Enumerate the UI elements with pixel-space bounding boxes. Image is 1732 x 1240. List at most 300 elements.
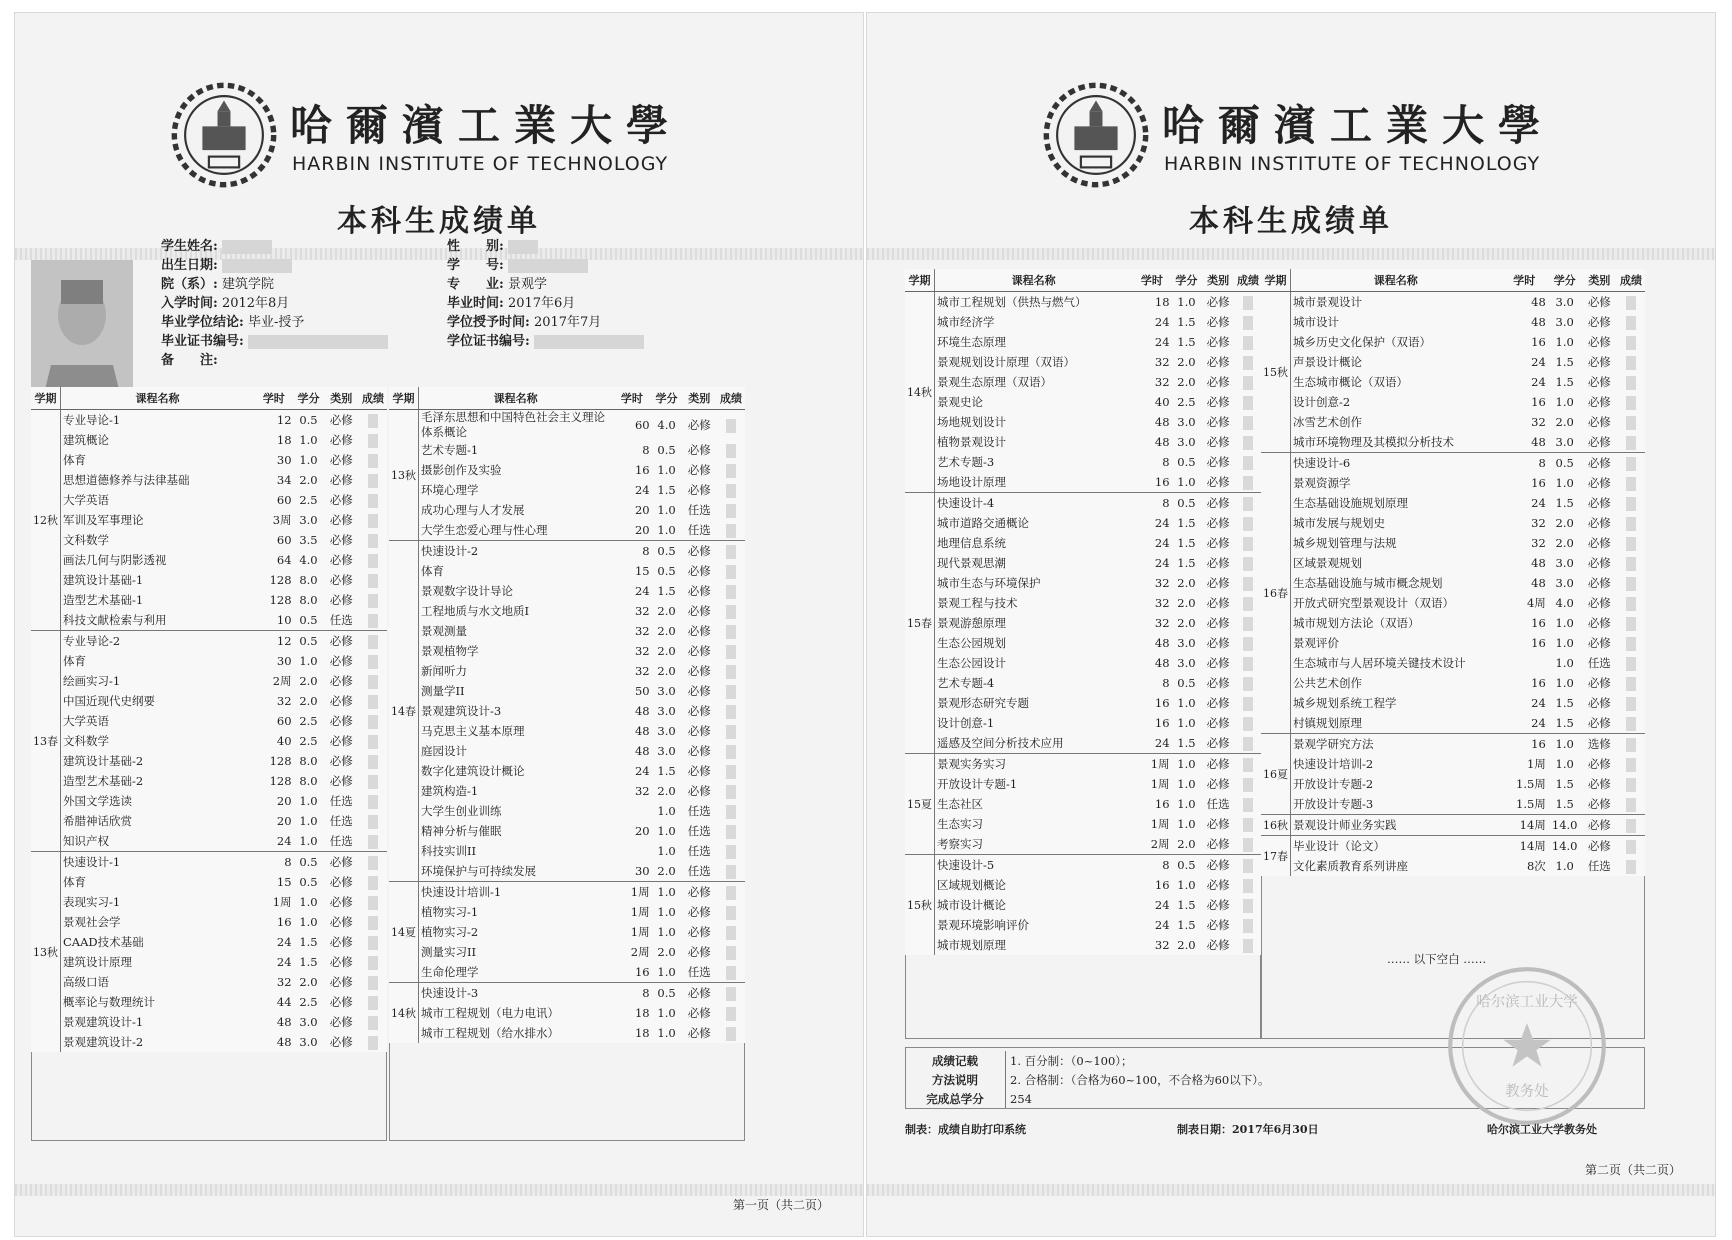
course-name: 快速设计-5 bbox=[935, 855, 1133, 876]
course-hours: 18 bbox=[1154, 295, 1170, 309]
course-credits: 2.0 bbox=[299, 473, 318, 487]
course-credits: 1.5 bbox=[657, 764, 676, 778]
blank-below-note: …… 以下空白 …… bbox=[1387, 952, 1487, 966]
table-row bbox=[31, 992, 387, 1012]
course-hours: 1周 bbox=[272, 895, 292, 909]
transcript-page-2 bbox=[866, 12, 1716, 1237]
table-row bbox=[31, 1032, 387, 1052]
table-row bbox=[389, 681, 745, 701]
course-credits: 3.0 bbox=[1555, 295, 1574, 309]
course-type: 必修 bbox=[687, 744, 711, 758]
table-row bbox=[905, 693, 1261, 713]
course-type: 必修 bbox=[329, 593, 353, 607]
course-hours: 24 bbox=[1154, 556, 1170, 570]
table-row bbox=[905, 794, 1261, 814]
course-name: 开放设计专题-3 bbox=[1293, 797, 1374, 811]
column-header: 学期 bbox=[1261, 269, 1291, 292]
course-name: 快速设计-1 bbox=[61, 852, 255, 873]
table-row bbox=[1261, 372, 1645, 392]
course-credits: 1.0 bbox=[1177, 696, 1196, 710]
course-hours: 1周 bbox=[612, 882, 651, 903]
course-type: 必修 bbox=[1206, 898, 1230, 912]
university-logo bbox=[1042, 81, 1602, 191]
course-credits: 1.5 bbox=[657, 483, 676, 497]
table-row bbox=[905, 472, 1261, 493]
course-type: 必修 bbox=[1587, 516, 1611, 530]
course-hours: 30 bbox=[276, 654, 292, 668]
course-grade-redacted bbox=[1617, 412, 1645, 432]
course-credits: 2.0 bbox=[1177, 596, 1196, 610]
course-credits: 2.5 bbox=[299, 995, 318, 1009]
table-row bbox=[905, 613, 1261, 633]
column-header: 学时 bbox=[1132, 269, 1171, 292]
course-credits: 2.0 bbox=[657, 604, 676, 618]
table-row bbox=[31, 430, 387, 450]
course-name: 快速设计-4 bbox=[935, 493, 1133, 514]
table-row bbox=[1261, 613, 1645, 633]
course-name: 城市设计 bbox=[1293, 315, 1339, 329]
column-header: 课程名称 bbox=[61, 387, 255, 410]
course-credits: 3.0 bbox=[1177, 415, 1196, 429]
course-type: 必修 bbox=[329, 654, 353, 668]
course-credits: 2.5 bbox=[299, 734, 318, 748]
course-type: 必修 bbox=[1587, 375, 1611, 389]
course-hours: 24 bbox=[276, 955, 292, 969]
course-hours: 1周 bbox=[630, 905, 650, 919]
course-hours: 1周 bbox=[1132, 754, 1171, 775]
course-credits: 1.5 bbox=[1177, 315, 1196, 329]
course-credits: 1.0 bbox=[657, 824, 676, 838]
method-value-percent: 1. 百分制：（0~100）； bbox=[1010, 1053, 1133, 1068]
hit-emblem-icon bbox=[170, 81, 278, 189]
semester-cell: 16夏 bbox=[1261, 734, 1291, 815]
course-hours: 48 bbox=[1154, 636, 1170, 650]
course-hours: 8 bbox=[1162, 676, 1170, 690]
course-credits: 1.0 bbox=[1555, 636, 1574, 650]
course-grade-redacted bbox=[1235, 292, 1261, 313]
semester-cell: 14夏 bbox=[389, 882, 419, 983]
course-type: 必修 bbox=[1206, 375, 1230, 389]
course-type: 必修 bbox=[329, 955, 353, 969]
course-name: 城乡历史文化保护（双语） bbox=[1293, 335, 1431, 349]
course-grade-redacted bbox=[717, 480, 745, 500]
course-credits: 3.0 bbox=[1555, 435, 1574, 449]
table-row bbox=[31, 751, 387, 771]
course-name: 景观建筑设计-3 bbox=[421, 704, 502, 718]
course-name: 大学英语 bbox=[63, 493, 109, 507]
course-type: 必修 bbox=[1582, 836, 1618, 857]
course-grade-redacted bbox=[717, 681, 745, 701]
grade-table-right bbox=[389, 387, 745, 1043]
document-title: 本科生成绩单 bbox=[337, 204, 541, 239]
course-hours: 24 bbox=[634, 483, 650, 497]
course-grade-redacted bbox=[1617, 774, 1645, 794]
semester-cell: 15春 bbox=[905, 493, 935, 754]
column-header: 课程名称 bbox=[935, 269, 1133, 292]
university-name-cn: 哈爾濱工業大學 bbox=[290, 101, 683, 150]
column-header: 课程名称 bbox=[1291, 269, 1501, 292]
course-type: 必修 bbox=[329, 473, 353, 487]
course-hours: 16 bbox=[1501, 734, 1548, 755]
course-grade-redacted bbox=[359, 972, 387, 992]
course-name: 景观史论 bbox=[937, 395, 983, 409]
course-name: 高级口语 bbox=[63, 975, 109, 989]
course-hours: 128 bbox=[269, 593, 292, 607]
course-type: 必修 bbox=[329, 1015, 353, 1029]
redacted-cert bbox=[248, 335, 388, 349]
course-name: 知识产权 bbox=[63, 834, 109, 848]
course-type: 必修 bbox=[1587, 395, 1611, 409]
course-grade-redacted bbox=[359, 450, 387, 470]
course-name: 设计创意-2 bbox=[1293, 395, 1351, 409]
course-type: 必修 bbox=[329, 433, 353, 447]
course-grade-redacted bbox=[1235, 633, 1261, 653]
course-grade-redacted bbox=[359, 852, 387, 873]
course-hours: 15 bbox=[276, 875, 292, 889]
table-row bbox=[1261, 815, 1645, 836]
course-hours: 4周 bbox=[1526, 596, 1546, 610]
course-grade-redacted bbox=[1235, 693, 1261, 713]
course-credits: 2.0 bbox=[299, 694, 318, 708]
course-type: 必修 bbox=[329, 1035, 353, 1049]
course-type: 必修 bbox=[1206, 516, 1230, 530]
table-row bbox=[389, 480, 745, 500]
course-hours: 16 bbox=[1531, 395, 1546, 409]
course-name: 体育 bbox=[63, 453, 86, 467]
course-credits: 2.0 bbox=[1177, 938, 1196, 952]
course-type: 必修 bbox=[1206, 736, 1230, 750]
course-hours: 8 bbox=[1132, 855, 1171, 876]
course-credits: 1.0 bbox=[1548, 734, 1582, 755]
table-row bbox=[905, 432, 1261, 452]
course-name: 快速设计-2 bbox=[419, 541, 613, 562]
course-type: 必修 bbox=[687, 483, 711, 497]
course-hours: 1周 bbox=[1526, 757, 1546, 771]
course-hours: 32 bbox=[1154, 576, 1170, 590]
college-row: 院（系）: 建筑学院 bbox=[161, 277, 274, 292]
course-type: 必修 bbox=[687, 925, 711, 939]
course-credits: 1.5 bbox=[1555, 696, 1574, 710]
table-row bbox=[905, 673, 1261, 693]
course-grade-redacted bbox=[1235, 713, 1261, 733]
course-credits: 3.0 bbox=[1177, 636, 1196, 650]
course-credits: 1.5 bbox=[1177, 736, 1196, 750]
course-type: 必修 bbox=[1206, 355, 1230, 369]
table-row bbox=[389, 1023, 745, 1043]
course-type: 必修 bbox=[687, 443, 711, 457]
column-header: 学期 bbox=[905, 269, 935, 292]
semester-cell: 16春 bbox=[1261, 453, 1291, 734]
course-credits: 3.0 bbox=[299, 513, 318, 527]
course-name: 专业导论-1 bbox=[63, 413, 121, 427]
course-grade-redacted bbox=[1235, 412, 1261, 432]
course-hours: 24 bbox=[1531, 375, 1546, 389]
course-grade-redacted bbox=[1617, 593, 1645, 613]
graduation-conclusion-row: 毕业学位结论: 毕业-授予 bbox=[161, 315, 305, 330]
course-name: 景观生态原理（双语） bbox=[937, 375, 1052, 389]
course-hours: 24 bbox=[634, 584, 650, 598]
course-hours: 2周 bbox=[1150, 837, 1170, 851]
course-hours: 48 bbox=[276, 1015, 292, 1029]
table-row bbox=[389, 721, 745, 741]
course-type: 必修 bbox=[329, 774, 353, 788]
course-name: 马克思主义基本原理 bbox=[421, 724, 525, 738]
course-type: 必修 bbox=[1587, 676, 1611, 690]
course-type: 必修 bbox=[329, 895, 353, 909]
course-grade-redacted bbox=[717, 882, 745, 903]
enroll-row: 入学时间: 2012年8月 bbox=[161, 296, 290, 311]
course-type: 任选 bbox=[329, 794, 353, 808]
course-grade-redacted bbox=[717, 541, 745, 562]
course-credits: 3.0 bbox=[657, 684, 676, 698]
semester-cell: 13秋 bbox=[389, 410, 419, 541]
table-row bbox=[1261, 292, 1645, 313]
course-type: 必修 bbox=[1587, 295, 1611, 309]
course-hours: 16 bbox=[634, 463, 650, 477]
course-credits: 0.5 bbox=[294, 852, 324, 873]
course-name: 城市经济学 bbox=[937, 315, 995, 329]
course-type: 必修 bbox=[1587, 777, 1611, 791]
course-hours: 32 bbox=[1154, 375, 1170, 389]
table-row bbox=[905, 412, 1261, 432]
course-hours: 44 bbox=[276, 995, 292, 1009]
redacted-birth bbox=[222, 259, 292, 273]
course-grade-redacted bbox=[1617, 332, 1645, 352]
course-type: 必修 bbox=[329, 573, 353, 587]
course-name: 测量实习II bbox=[421, 945, 477, 959]
course-type: 必修 bbox=[1206, 676, 1230, 690]
course-credits: 1.0 bbox=[1177, 797, 1196, 811]
course-type: 任选 bbox=[1206, 797, 1230, 811]
university-name-en: HARBIN INSTITUTE OF TECHNOLOGY bbox=[292, 153, 669, 175]
table-row bbox=[31, 972, 387, 992]
column-header: 学期 bbox=[389, 387, 419, 410]
course-hours: 16 bbox=[1531, 476, 1546, 490]
hit-emblem-icon bbox=[1042, 81, 1150, 189]
course-credits: 0.5 bbox=[299, 613, 318, 627]
course-grade-redacted bbox=[717, 1003, 745, 1023]
table-row bbox=[905, 733, 1261, 754]
table-row bbox=[31, 510, 387, 530]
course-hours: 16 bbox=[634, 965, 650, 979]
course-type: 必修 bbox=[329, 493, 353, 507]
course-hours: 24 bbox=[1531, 696, 1546, 710]
course-credits: 2.0 bbox=[1555, 536, 1574, 550]
course-grade-redacted bbox=[717, 561, 745, 581]
course-grade-redacted bbox=[1235, 875, 1261, 895]
page-number: 第二页（共二页） bbox=[1584, 1163, 1681, 1177]
table-row bbox=[31, 691, 387, 711]
course-type: 必修 bbox=[1206, 395, 1230, 409]
course-credits: 1.5 bbox=[1555, 716, 1574, 730]
course-name: 专业导论-2 bbox=[61, 631, 255, 652]
table-row bbox=[31, 590, 387, 610]
course-type: 必修 bbox=[1587, 476, 1611, 490]
footer-band bbox=[15, 1184, 863, 1196]
course-hours: 12 bbox=[276, 413, 292, 427]
table-row bbox=[389, 781, 745, 801]
course-hours: 10 bbox=[276, 613, 292, 627]
course-type: 必修 bbox=[1587, 415, 1611, 429]
table-row bbox=[905, 875, 1261, 895]
course-hours: 24 bbox=[1154, 315, 1170, 329]
table-row bbox=[31, 711, 387, 731]
course-hours: 8 bbox=[1501, 453, 1548, 474]
course-name: 希腊神话欣赏 bbox=[63, 814, 132, 828]
course-hours: 60 bbox=[276, 493, 292, 507]
course-grade-redacted bbox=[1235, 432, 1261, 452]
course-grade-redacted bbox=[1617, 653, 1645, 673]
course-grade-redacted bbox=[359, 992, 387, 1012]
course-hours: 32 bbox=[1531, 536, 1546, 550]
course-name: 画法几何与阴影透视 bbox=[63, 553, 167, 567]
course-hours: 20 bbox=[634, 503, 650, 517]
course-credits: 2.0 bbox=[1555, 415, 1574, 429]
course-name: 城市规划原理 bbox=[937, 938, 1006, 952]
column-header: 类别 bbox=[1582, 269, 1618, 292]
table-row bbox=[31, 550, 387, 570]
semester-cell: 15夏 bbox=[905, 754, 935, 855]
course-name: 遥感及空间分析技术应用 bbox=[937, 736, 1064, 750]
course-hours: 8 bbox=[612, 983, 651, 1004]
grade-table-right bbox=[1261, 269, 1645, 876]
course-grade-redacted bbox=[717, 1023, 745, 1043]
course-type: 必修 bbox=[329, 694, 353, 708]
course-credits: 1.5 bbox=[1177, 898, 1196, 912]
course-credits: 0.5 bbox=[1548, 453, 1582, 474]
table-row bbox=[905, 593, 1261, 613]
course-hours: 24 bbox=[1154, 335, 1170, 349]
course-grade-redacted bbox=[359, 590, 387, 610]
table-row bbox=[1261, 332, 1645, 352]
course-type: 必修 bbox=[681, 541, 717, 562]
table-row bbox=[1261, 533, 1645, 553]
table-row bbox=[31, 791, 387, 811]
course-credits: 1.0 bbox=[657, 503, 676, 517]
course-credits: 1.0 bbox=[1555, 335, 1574, 349]
course-grade-redacted bbox=[1617, 856, 1645, 876]
course-credits: 3.0 bbox=[1177, 435, 1196, 449]
university-logo bbox=[170, 81, 730, 191]
table-row bbox=[31, 912, 387, 932]
course-credits: 2.0 bbox=[1177, 375, 1196, 389]
course-type: 必修 bbox=[329, 935, 353, 949]
course-hours: 1周 bbox=[1150, 817, 1170, 831]
course-grade-redacted bbox=[1617, 794, 1645, 815]
course-type: 必修 bbox=[329, 453, 353, 467]
course-grade-redacted bbox=[1235, 452, 1261, 472]
course-name: 快速设计-3 bbox=[419, 983, 613, 1004]
course-hours: 20 bbox=[634, 523, 650, 537]
course-name: 声景设计概论 bbox=[1293, 355, 1362, 369]
university-name-en: HARBIN INSTITUTE OF TECHNOLOGY bbox=[1164, 153, 1541, 175]
course-hours: 16 bbox=[1531, 676, 1546, 690]
table-row bbox=[389, 1003, 745, 1023]
course-credits: 1.5 bbox=[1555, 496, 1574, 510]
redacted-degree-cert bbox=[534, 335, 644, 349]
course-type: 必修 bbox=[1587, 596, 1611, 610]
course-credits: 1.0 bbox=[1177, 777, 1196, 791]
table-row bbox=[1261, 653, 1645, 673]
course-grade-redacted bbox=[1617, 613, 1645, 633]
course-name: 大学生恋爱心理与性心理 bbox=[421, 523, 548, 537]
transcript-page-1 bbox=[14, 12, 864, 1237]
course-type: 必修 bbox=[687, 624, 711, 638]
course-type: 必修 bbox=[1201, 855, 1235, 876]
course-hours: 24 bbox=[1531, 496, 1546, 510]
course-name: 建筑设计基础-2 bbox=[63, 754, 144, 768]
course-hours bbox=[612, 801, 651, 821]
course-credits: 1.0 bbox=[299, 814, 318, 828]
course-hours: 14周 bbox=[1501, 836, 1548, 857]
course-type: 选修 bbox=[1582, 734, 1618, 755]
header-band bbox=[867, 248, 1715, 260]
column-header: 学分 bbox=[294, 387, 324, 410]
table-row bbox=[389, 520, 745, 541]
course-grade-redacted bbox=[717, 902, 745, 922]
course-grade-redacted bbox=[717, 520, 745, 541]
course-type: 必修 bbox=[1206, 315, 1230, 329]
course-credits: 1.0 bbox=[1555, 656, 1574, 670]
course-type: 必修 bbox=[329, 513, 353, 527]
course-type: 必修 bbox=[1587, 496, 1611, 510]
course-hours: 48 bbox=[276, 1035, 292, 1049]
course-hours: 8 bbox=[254, 852, 293, 873]
course-type: 必修 bbox=[1206, 878, 1230, 892]
course-grade-redacted bbox=[1235, 774, 1261, 794]
course-type: 必修 bbox=[329, 714, 353, 728]
course-name: 景观资源学 bbox=[1293, 476, 1351, 490]
course-name: 建筑设计原理 bbox=[63, 955, 132, 969]
column-header: 课程名称 bbox=[419, 387, 613, 410]
course-credits: 0.5 bbox=[294, 631, 324, 652]
table-row bbox=[905, 352, 1261, 372]
course-type: 必修 bbox=[1206, 435, 1230, 449]
course-name: 新闻听力 bbox=[421, 664, 467, 678]
course-type: 必修 bbox=[1206, 716, 1230, 730]
course-hours: 18 bbox=[634, 1026, 650, 1040]
course-grade-redacted bbox=[1617, 573, 1645, 593]
course-credits: 1.0 bbox=[657, 925, 676, 939]
course-credits: 1.5 bbox=[1177, 335, 1196, 349]
course-type: 必修 bbox=[687, 564, 711, 578]
course-type: 必修 bbox=[329, 754, 353, 768]
course-hours: 60 bbox=[276, 714, 292, 728]
course-grade-redacted bbox=[1617, 513, 1645, 533]
course-type: 任选 bbox=[329, 814, 353, 828]
table-row bbox=[389, 661, 745, 681]
course-hours: 16 bbox=[1154, 716, 1170, 730]
course-credits: 8.0 bbox=[299, 774, 318, 788]
course-type: 必修 bbox=[1206, 636, 1230, 650]
column-header: 学时 bbox=[1501, 269, 1548, 292]
course-hours: 48 bbox=[634, 744, 650, 758]
course-credits: 2.0 bbox=[1177, 576, 1196, 590]
course-type: 任选 bbox=[687, 523, 711, 537]
table-row bbox=[389, 761, 745, 781]
course-grade-redacted bbox=[1617, 352, 1645, 372]
course-hours: 48 bbox=[1531, 556, 1546, 570]
table-row bbox=[1261, 673, 1645, 693]
course-credits: 3.0 bbox=[657, 704, 676, 718]
course-hours: 16 bbox=[1531, 636, 1546, 650]
table-row bbox=[389, 410, 745, 441]
course-hours: 1周 bbox=[630, 925, 650, 939]
course-credits: 1.5 bbox=[1177, 536, 1196, 550]
course-hours: 8 bbox=[642, 443, 650, 457]
course-name: 景观学研究方法 bbox=[1291, 734, 1501, 755]
course-type: 必修 bbox=[329, 734, 353, 748]
